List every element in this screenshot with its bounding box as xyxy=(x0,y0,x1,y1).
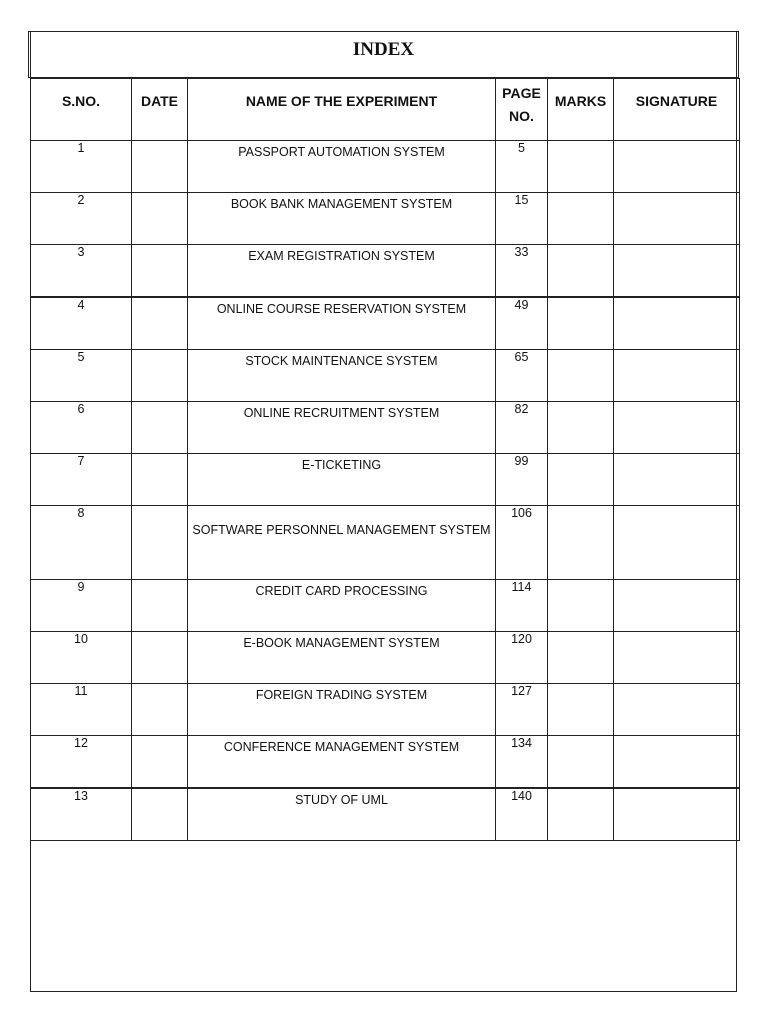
date-cell xyxy=(132,297,188,350)
marks-cell xyxy=(548,632,614,684)
experiment-name-cell: CREDIT CARD PROCESSING xyxy=(188,580,496,632)
sno-cell: 2 xyxy=(31,193,132,245)
signature-cell xyxy=(614,632,740,684)
table-row xyxy=(31,193,740,245)
page-title: INDEX xyxy=(352,39,415,60)
header-page-line1: PAGE xyxy=(502,85,541,101)
marks-cell xyxy=(548,141,614,193)
page-no-cell: 82 xyxy=(496,402,548,454)
sno-cell: 6 xyxy=(31,402,132,454)
date-cell xyxy=(132,506,188,580)
title-row xyxy=(28,31,739,78)
sno-cell: 10 xyxy=(31,632,132,684)
header-signature: SIGNATURE xyxy=(614,79,740,141)
page-no-cell: 49 xyxy=(496,297,548,350)
signature-cell xyxy=(614,580,740,632)
signature-cell xyxy=(614,350,740,402)
table-row xyxy=(31,788,740,841)
marks-cell xyxy=(548,350,614,402)
experiment-name-cell: CONFERENCE MANAGEMENT SYSTEM xyxy=(188,736,496,789)
marks-cell xyxy=(548,580,614,632)
marks-cell xyxy=(548,788,614,841)
table-row xyxy=(31,684,740,736)
signature-cell xyxy=(614,506,740,580)
page-no-cell: 140 xyxy=(496,788,548,841)
experiment-name-cell: BOOK BANK MANAGEMENT SYSTEM xyxy=(188,193,496,245)
date-cell xyxy=(132,402,188,454)
signature-cell xyxy=(614,141,740,193)
signature-cell xyxy=(614,454,740,506)
marks-cell xyxy=(548,297,614,350)
table-row xyxy=(31,245,740,298)
date-cell xyxy=(132,632,188,684)
page-no-cell: 120 xyxy=(496,632,548,684)
header-date: DATE xyxy=(132,79,188,141)
signature-cell xyxy=(614,736,740,789)
table-row xyxy=(31,297,740,350)
sno-cell: 7 xyxy=(31,454,132,506)
experiment-name-cell: ONLINE RECRUITMENT SYSTEM xyxy=(188,402,496,454)
header-name: NAME OF THE EXPERIMENT xyxy=(188,79,496,141)
date-cell xyxy=(132,454,188,506)
sno-cell: 12 xyxy=(31,736,132,789)
signature-cell xyxy=(614,402,740,454)
table-row xyxy=(31,350,740,402)
sno-cell: 5 xyxy=(31,350,132,402)
experiment-name-cell: PASSPORT AUTOMATION SYSTEM xyxy=(188,141,496,193)
marks-cell xyxy=(548,454,614,506)
marks-cell xyxy=(548,736,614,789)
header-page-line2: NO. xyxy=(509,108,534,124)
marks-cell xyxy=(548,506,614,580)
date-cell xyxy=(132,141,188,193)
page-no-cell: 114 xyxy=(496,580,548,632)
date-cell xyxy=(132,684,188,736)
sno-cell: 8 xyxy=(31,506,132,580)
date-cell xyxy=(132,245,188,298)
index-table xyxy=(30,78,740,841)
page-no-cell: 65 xyxy=(496,350,548,402)
table-row xyxy=(31,402,740,454)
header-page-no xyxy=(496,79,548,141)
marks-cell xyxy=(548,193,614,245)
page-no-cell: 33 xyxy=(496,245,548,298)
sno-cell: 9 xyxy=(31,580,132,632)
signature-cell xyxy=(614,788,740,841)
date-cell xyxy=(132,193,188,245)
table-row xyxy=(31,506,740,580)
page-no-cell: 15 xyxy=(496,193,548,245)
signature-cell xyxy=(614,193,740,245)
page-no-cell: 106 xyxy=(496,506,548,580)
experiment-name-cell: STUDY OF UML xyxy=(188,788,496,841)
header-marks: MARKS xyxy=(548,79,614,141)
experiment-name-cell: E-BOOK MANAGEMENT SYSTEM xyxy=(188,632,496,684)
table-row xyxy=(31,141,740,193)
page-no-cell: 134 xyxy=(496,736,548,789)
experiment-name-cell: FOREIGN TRADING SYSTEM xyxy=(188,684,496,736)
date-cell xyxy=(132,580,188,632)
table-row xyxy=(31,632,740,684)
sno-cell: 11 xyxy=(31,684,132,736)
sno-cell: 13 xyxy=(31,788,132,841)
date-cell xyxy=(132,788,188,841)
sno-cell: 1 xyxy=(31,141,132,193)
page-no-cell: 99 xyxy=(496,454,548,506)
experiment-name-cell: EXAM REGISTRATION SYSTEM xyxy=(188,245,496,298)
sno-cell: 4 xyxy=(31,297,132,350)
page-no-cell: 127 xyxy=(496,684,548,736)
header-sno: S.NO. xyxy=(31,79,132,141)
page-no-cell: 5 xyxy=(496,141,548,193)
marks-cell xyxy=(548,684,614,736)
date-cell xyxy=(132,736,188,789)
table-row xyxy=(31,580,740,632)
table-row xyxy=(31,454,740,506)
sno-cell: 3 xyxy=(31,245,132,298)
signature-cell xyxy=(614,684,740,736)
marks-cell xyxy=(548,245,614,298)
experiment-name-cell: STOCK MAINTENANCE SYSTEM xyxy=(188,350,496,402)
header-row xyxy=(31,79,740,141)
signature-cell xyxy=(614,297,740,350)
experiment-name-cell: SOFTWARE PERSONNEL MANAGEMENT SYSTEM xyxy=(188,506,496,580)
experiment-name-cell: ONLINE COURSE RESERVATION SYSTEM xyxy=(188,297,496,350)
index-rows xyxy=(31,141,740,841)
date-cell xyxy=(132,350,188,402)
signature-cell xyxy=(614,245,740,298)
experiment-name-cell: E-TICKETING xyxy=(188,454,496,506)
table-row xyxy=(31,736,740,789)
marks-cell xyxy=(548,402,614,454)
